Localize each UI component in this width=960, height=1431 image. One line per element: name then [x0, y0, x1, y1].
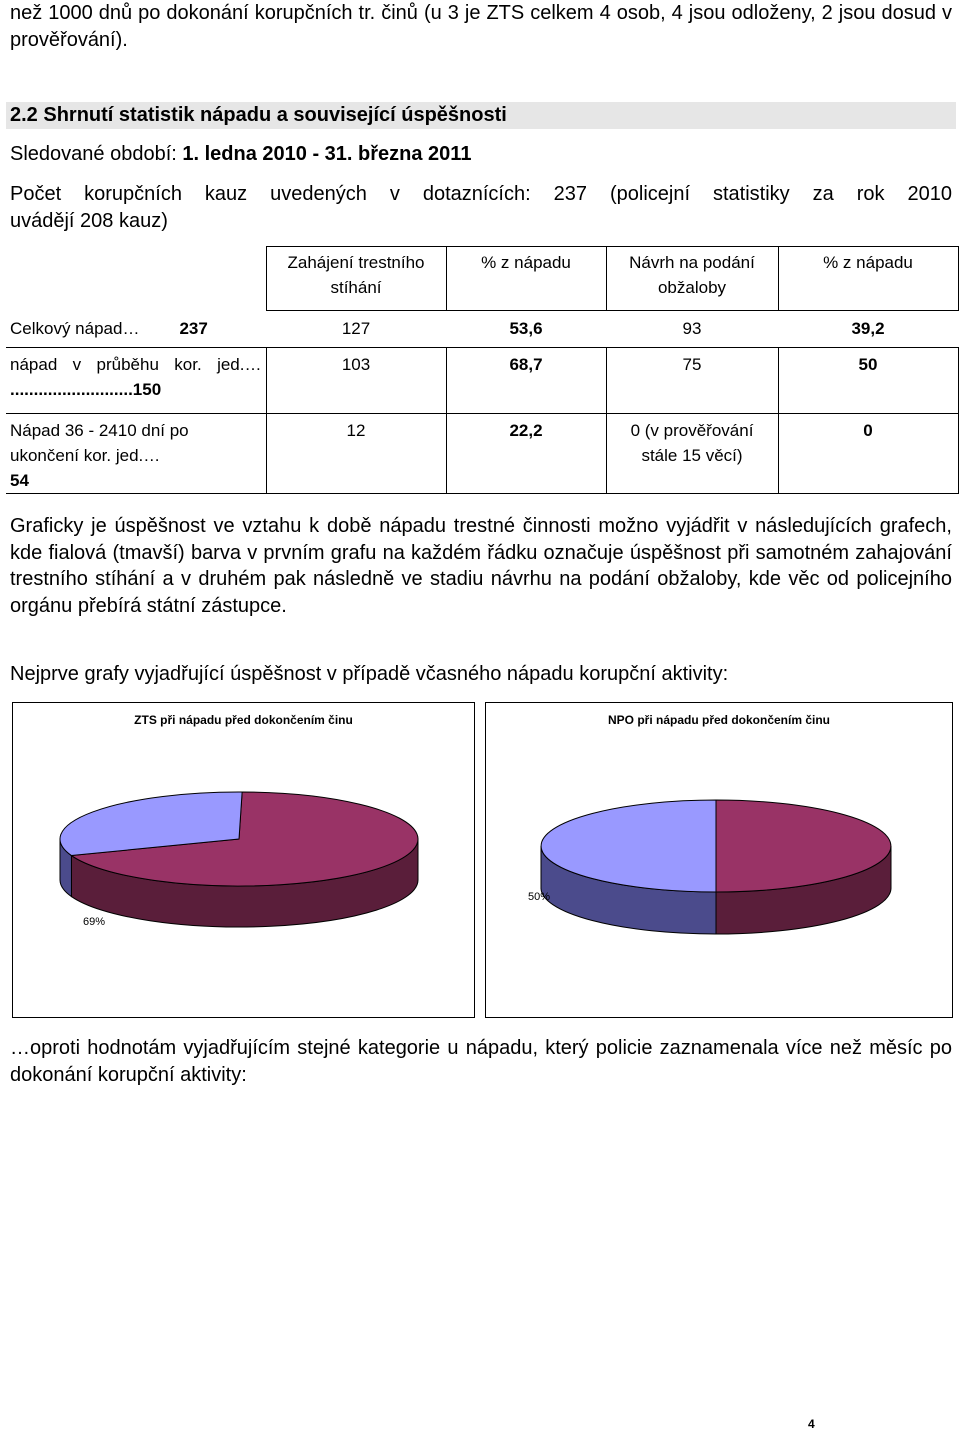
cell-value: 127 [341, 319, 371, 338]
chart-title: ZTS při nápadu před dokončením činu [134, 713, 353, 727]
table-corner [6, 247, 266, 311]
header-pct-1: % z nápadu [446, 247, 606, 311]
period-value: 1. ledna 2010 - 31. března 2011 [182, 143, 472, 165]
stats-table [6, 246, 959, 494]
header-indictment: Návrh na podání obžaloby [606, 247, 778, 311]
cell-value: 75 [606, 348, 778, 414]
table-row [6, 311, 958, 348]
cell-value: 39,2 [851, 319, 885, 338]
table-header-row [6, 247, 958, 311]
page-number: 4 [808, 1417, 815, 1431]
cell-value: 53,6 [509, 319, 543, 338]
first-charts-intro: Nejprve grafy vyjadřující úspěšnost v případě včasného nápadu korupční aktivity: [10, 663, 729, 685]
section-heading: 2.2 Shrnutí statistik nápadu a související úspěšnosti [6, 102, 956, 129]
row-label: nápad v průběhu kor. jed.… ..........................150 [6, 348, 266, 414]
table-row [6, 348, 958, 414]
intro-paragraph: než 1000 dnů po dokonání korupčních tr. činů (u 3 je ZTS celkem 4 osob, 4 jsou odloženy, 2 jsou dosud v prověřování). [10, 2, 952, 51]
period-line [10, 143, 471, 166]
table-row [6, 414, 958, 494]
pie-chart-npo [486, 703, 952, 1017]
row-label: Celkový nápad… 237 [10, 318, 208, 338]
count-line-1: Počet korupčních kauz uvedených v dotaznících: 237 (policejní statistiky za rok 2010 [10, 183, 952, 205]
cell-value: 93 [682, 319, 702, 338]
cell-value: 22,2 [446, 414, 606, 494]
chart-zts [12, 702, 475, 1018]
header-pct-2: % z nápadu [778, 247, 958, 311]
cell-value: 0 (v prověřování stále 15 věcí) [606, 414, 778, 494]
cell-value: 12 [266, 414, 446, 494]
cell-value: 68,7 [446, 348, 606, 414]
count-line-2: uvádějí 208 kauz) [10, 210, 168, 232]
cell-value: 103 [266, 348, 446, 414]
period-label: Sledované období: [10, 143, 183, 165]
chart-title: NPO při nápadu před dokončením činu [607, 713, 831, 727]
graphs-paragraph: Graficky je úspěšnost ve vztahu k době nápadu trestné činnosti možno vyjádřit v následujících grafech, kde fialová (tmavší) barva v prvním grafu na každém řádku označuje úspěšnost při samotném zahajování trestního stíhání a v druhém pak následně ve stadiu návrhu na podání obžaloby, kde věc od policejního orgánu přebírá státní zástupce. [10, 515, 952, 617]
cell-value: 50 [778, 348, 958, 414]
header-prosecution: Zahájení trestního stíhání [266, 247, 446, 311]
pie-slice-label: 50% [528, 891, 551, 903]
cell-value: 0 [778, 414, 958, 494]
chart-npo [485, 702, 953, 1018]
late-charts-intro: …oproti hodnotám vyjadřujícím stejné kategorie u nápadu, který policie zaznamenala více než měsíc po dokonání korupční aktivity: [10, 1037, 952, 1086]
row-label: Nápad 36 - 2410 dní po ukončení kor. jed.… 54 [6, 414, 266, 494]
count-paragraph [10, 181, 952, 235]
pie-slice-label: 69% [83, 916, 106, 928]
pie-chart-zts [13, 703, 474, 1017]
